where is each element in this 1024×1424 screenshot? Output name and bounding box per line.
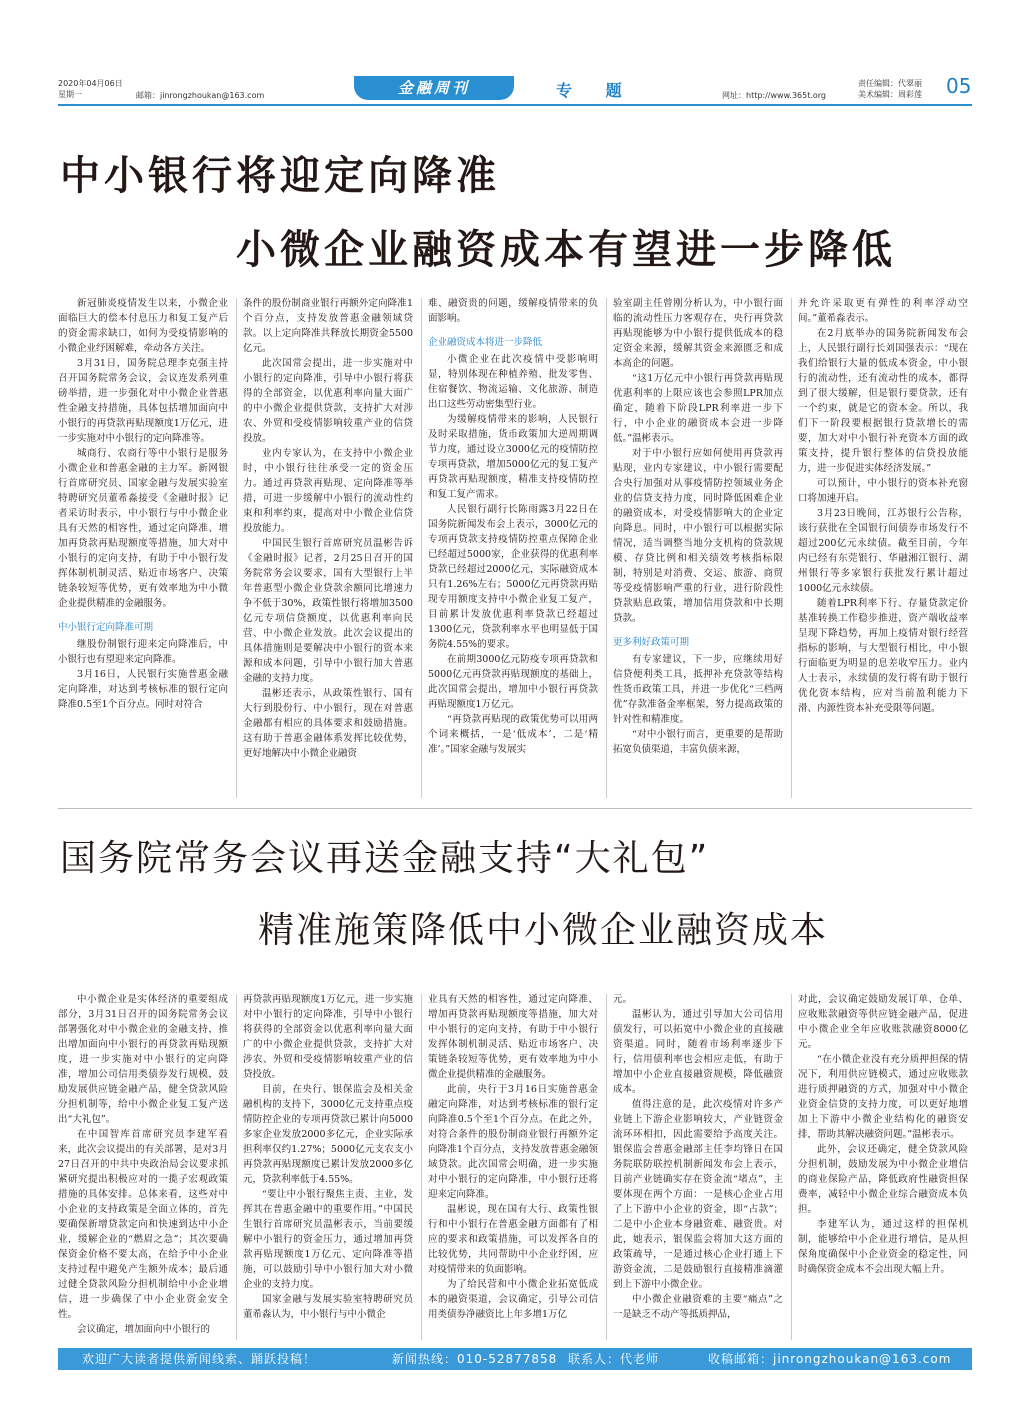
header-art-editor: 美术编辑：周彩莲 <box>858 90 922 99</box>
body-paragraph: 验室副主任曾刚分析认为，中小银行面临的流动性压力客观存在，央行再贷款再贴现能够为中小银行提供低成本的稳定资金来源，缓解其资金来源匮乏和成本高企的问题。 <box>613 298 783 369</box>
body-paragraph: “对中小银行而言，更重要的是帮助拓宽负债渠道，丰富负债来源， <box>613 729 783 755</box>
header-editor: 责任编辑：代翠丽 <box>858 79 922 88</box>
column-rule <box>421 994 422 1340</box>
body-paragraph: “要让中小银行聚焦主责、主业，发挥其在普惠金融中的重要作用。”中国民生银行首席研究员温彬表示，当前要缓解中小银行的资金压力，通过增加再贷款再贴现额度1万亿元、定向降准等措施，可以鼓励引导中小银行加大对小微企业的支持力度。 <box>243 1189 413 1290</box>
body-paragraph: 温彬认为，通过引导加大公司信用债发行，可以拓宽中小微企业的直接融资渠道。同时，随着市场利率逐步下行，信用债利率也会相应走低，有助于增加中小企业直接融资规模，降低融资成本。 <box>613 1009 783 1095</box>
body-paragraph: 随着LPR利率下行、存量贷款定价基准转换工作稳步推进，资产端收益率呈现下降趋势，再加上疫情对银行经营指标的影响，与大型银行相比，中小银行面临更为明显的息差收窄压力。业内人士表示，永续债的发行将有助于银行优化资本结构，应对当前盈利能力下滑、内源性资本补充受限等问题。 <box>798 598 968 714</box>
body-paragraph: 小微企业在此次疫情中受影响明显，特别体现在种植养殖、批发零售、住宿餐饮、物流运输、文化旅游、制造出口这些劳动密集型行业。 <box>428 354 598 410</box>
body-paragraph: 业具有天然的相容性，通过定向降准、增加再贷款再贴现额度等措施，加大对中小银行的定向支持，有助于中小银行发挥体制机制灵活、贴近市场客户、决策链条较短等优势，更有效率地为中小微企业提供精准的金融服务。 <box>428 994 598 1080</box>
body-paragraph: 3月31日，国务院总理李克强主持召开国务院常务会议，会议连发系列重磅举措，进一步强化对中小微企业普惠性金融支持措施，具体包括增加面向中小银行的再贷款再贴现额度1万亿元，进一步实施对中小银行的定向降准等。 <box>58 358 228 444</box>
body-paragraph: 3月23日晚间，江苏银行公告称，该行获批在全国银行间债券市场发行不超过200亿元永续债。截至目前，今年内已经有东莞银行、华融湘江银行、湖州银行等多家银行获批发行累计超过1000亿元永续债。 <box>798 508 968 594</box>
body-paragraph: 并允许采取更有弹性的利率浮动空间。”董希淼表示。 <box>798 298 968 324</box>
body-paragraph: 3月16日，人民银行实施普惠金融定向降准，对达到考核标准的银行定向降准0.5至1个百分点。同时对符合 <box>58 669 228 710</box>
body-paragraph: “再贷款再贴现的政策优势可以用两个词来概括，一是‘低成本’，二是‘精准’。”国家金融与发展实 <box>428 714 598 755</box>
body-paragraph: 可以预计，中小银行的资本补充窗口将加速开启。 <box>798 478 968 504</box>
article2-column-2 <box>243 992 413 1342</box>
body-paragraph: 对于中小银行应如何使用再贷款再贴现，业内专家建议，中小银行需要配合央行加强对从事疫情防控领域业务企业的信贷支持力度，同时降低困难企业的融资成本，对受疫情影响大的企业定向降息。同时，中小银行可以根据实际情况，适当调整当地分支机构的贷款规模、存贷比例和相关绩效考核指标限制，特别是对消费、交运、旅游、商贸等受疫情影响严重的行业，进行阶段性贷款贴息政策，增加信用贷款和中长期贷款。 <box>613 448 783 624</box>
column-rule <box>421 298 422 798</box>
body-paragraph: 有专家建议，下一步，应继续用好信贷便利类工具，抵押补充贷款等结构性货币政策工具，并进一步优化“三档两优”存款准备金率框架，努力提高政策的针对性和精准度。 <box>613 654 783 725</box>
column-rule <box>791 994 792 1340</box>
header-divider <box>58 104 972 106</box>
body-paragraph: 在中国智库首席研究员李建军看来，此次会议提出的有关部署，是对3月27日召开的中共中央政治局会议要求抓紧研究提出积极应对的一揽子宏观政策措施的具体安排。总体来看，这些对中小企业的支持政策是全面立体的，首先要确保新增贷款定向和快速到达中小企业，缓解企业的“燃眉之急”；其次要确保资金价格不要太高，在给予中小企业支持过程中避免产生额外成本；最后通过健全贷款风险分担机制给中小企业增信，进一步确保了中小企业资金安全性。 <box>58 1129 228 1320</box>
header-date-block <box>58 78 123 100</box>
column-rule <box>606 994 607 1340</box>
body-paragraph: 在2月底举办的国务院新闻发布会上，人民银行副行长刘国强表示：“现在我们给银行大量的低成本资金，中小银行的流动性，还有流动性的成本，都得到了很大缓解，但是银行要贷款，还有一个约束，就是它的资本金。所以，我们下一阶段要根据银行贷款增长的需要，加大对中小银行补充资本方面的政策支持，提升银行整体的信贷投放能力，进一步促进实体经济发展。” <box>798 328 968 474</box>
article1-column-3 <box>428 296 598 806</box>
section-subheading: 更多利好政策可期 <box>613 637 690 648</box>
article2-headline: 国务院常务会议再送金融支持“大礼包” <box>60 838 710 879</box>
body-paragraph: 在前期3000亿元防疫专项再贷款和5000亿元再贷款再贴现额度的基础上，此次国常会提出，增加中小银行再贷款再贴现额度1万亿元。 <box>428 654 598 710</box>
body-paragraph: 为了给民营和中小微企业拓宽低成本的融资渠道，会议确定，引导公司信用类债券净融资比上年多增1万亿 <box>428 1279 598 1320</box>
body-paragraph: 值得注意的是，此次疫情对许多产业链上下游企业影响较大，产业链资金流环环相扣，因此需要给予高度关注。银保监会普惠金融部主任李均锋日在国务院联防联控机制新闻发布会上表示，目前产业链确实存在资金流“堵点”，主要体现在两个方面：一是核心企业占用了上下游中小企业的资金，即“占款”；二是中小企业本身融资难、融资贵。对此，她表示，银保监会将加大这方面的政策疏导，一是通过核心企业打通上下游资金流，二是鼓励银行直接精准滴灌到上下游中小微企业。 <box>613 1099 783 1290</box>
column-rule <box>236 298 237 798</box>
body-paragraph: 继股份制银行迎来定向降准后，中小银行也有望迎来定向降准。 <box>58 639 228 665</box>
article1-column-5 <box>798 296 968 806</box>
footer-hotline: 新闻热线：010-52877858 <box>392 1352 558 1366</box>
masthead-brand: 金融周刊 <box>354 76 514 100</box>
body-paragraph: 温彬说，现在国有大行、政策性银行和中小银行在普惠金融方面都有了相应的要求和政策措施，可以发挥各自的比较优势，共同帮助中小企业纾困，应对疫情带来的负面影响。 <box>428 1204 598 1275</box>
body-paragraph: 业内专家认为，在支持中小微企业时，中小银行往往承受一定的资金压力。通过再贷款再贴现、定向降准等举措，可进一步缓解中小银行的流动性约束和利率约束，提高对中小微企业信贷投放能力。 <box>243 448 413 534</box>
footer-contact: 联系人：代老师 <box>568 1352 660 1366</box>
article2-column-3 <box>428 992 598 1342</box>
body-paragraph: 城商行、农商行等中小银行是服务小微企业和普惠金融的主力军。新网银行首席研究员、国家金融与发展实验室特聘研究员董希淼接受《金融时报》记者采访时表示，中小银行与中小微企业具有天然的相容性，通过定向降准、增加再贷款再贴现额度等措施，加大对中小银行的定向支持，有助于中小银行发挥体制机制灵活、贴近市场客户、决策链条较短等优势，更有效率地为中小微企业提供精准的金融服务。 <box>58 448 228 609</box>
body-paragraph: 会议确定，增加面向中小银行的 <box>77 1324 211 1335</box>
body-paragraph: 中小微企业是实体经济的重要组成部分，3月31日召开的国务院常务会议部署强化对中小微企业的金融支持，推出增加面向中小银行的再贷款再贴现额度，进一步实施对中小银行的定向降准，增加公司信用类债券发行规模，鼓励发展供应链金融产品，健全贷款风险分担机制等，给中小微企业复工复产送出“大礼包”。 <box>58 994 228 1125</box>
body-paragraph: 李建军认为，通过这样的担保机制，能够给中小企业进行增信，是从担保角度确保中小企业资金的稳定性，同时确保资金成本不会出现大幅上升。 <box>798 1219 968 1275</box>
article1-column-2 <box>243 296 413 806</box>
article-separator <box>58 808 972 809</box>
body-paragraph: 目前，在央行、银保监会及相关金融机构的支持下，3000亿元支持重点疫情防控企业的专项再贷款已累计向5000多家企业发放2000多亿元，企业实际承担利率仅约1.27%；5000亿元支农支小再贷款再贴现额度已累计发放2000多亿元，贷款利率低于4.55%。 <box>243 1084 413 1185</box>
body-paragraph: 温彬还表示，从政策性银行、国有大行到股份行、中小银行，现在对普惠金融都有相应的具体要求和鼓励措施。这有助于普惠金融体系发挥比较优势，更好地解决中小微企业融资 <box>243 688 413 759</box>
body-paragraph: 元。 <box>613 994 633 1005</box>
section-subheading: 企业融资成本将进一步降低 <box>428 337 543 348</box>
body-paragraph: 为缓解疫情带来的影响，人民银行及时采取措施，货币政策加大逆周期调节力度，通过设立3000亿元的疫情防控专项再贷款，增加5000亿元的复工复产再贷款再贴现额度，精准支持疫情防控和复工复产需求。 <box>428 414 598 500</box>
footer-slogan: 欢迎广大读者提供新闻线索、踊跃投稿！ <box>82 1352 317 1366</box>
column-rule <box>791 298 792 798</box>
body-paragraph: 条件的股份制商业银行再额外定向降准1个百分点，支持发放普惠金融领域贷款。以上定向降准共释放长期资金5500亿元。 <box>243 298 413 354</box>
article2-column-1 <box>58 992 228 1342</box>
article1-column-4 <box>613 296 783 806</box>
column-rule <box>606 298 607 798</box>
body-paragraph: 国家金融与发展实验室特聘研究员董希淼认为，中小银行与中小微企 <box>243 1294 413 1320</box>
footer-banner <box>58 1348 972 1370</box>
section-name: 专 题 <box>556 81 636 100</box>
article1-subheadline: 小微企业融资成本有望进一步降低 <box>236 227 896 273</box>
column-rule <box>236 994 237 1340</box>
page-header <box>58 76 972 106</box>
body-paragraph: 中小微企业融资难的主要“痛点”之一是缺乏不动产等抵质押品， <box>613 1294 783 1320</box>
section-subheading: 中小银行定向降准可期 <box>58 622 154 633</box>
body-paragraph: 再贷款再贴现额度1万亿元，进一步实施对中小银行的定向降准，引导中小银行将获得的全部资金以优惠利率向量大面广的中小微企业提供贷款，支持扩大对涉农、外贸和受疫情影响较重产业的信贷投放。 <box>243 994 413 1080</box>
body-paragraph: 此前，央行于3月16日实施普惠金融定向降准，对达到考核标准的银行定向降准0.5个至1个百分点。在此之外，对符合条件的股份制商业银行再额外定向降准1个百分点，支持发放普惠金融领域贷款。此次国常会明确，进一步实施对中小银行的定向降准，中小银行还将迎来定向降准。 <box>428 1084 598 1200</box>
body-paragraph: 新冠肺炎疫情发生以来，小微企业面临巨大的偿本付息压力和复工复产后的资金需求缺口，如何为受疫情影响的小微企业纾困解难，牵动各方关注。 <box>58 298 228 354</box>
header-website: 网址：http://www.365t.org <box>722 91 827 100</box>
body-paragraph: 中国民生银行首席研究员温彬告诉《金融时报》记者，2月25日召开的国务院常务会议要求，国有大型银行上半年普惠型小微企业贷款余额同比增速力争不低于30%，政策性银行将增加3500亿元专项信贷额度，以优惠利率向民营、中小微企业发放。此次会议提出的具体措施则是要解决中小银行的资本来源和成本问题，引导中小银行加大普惠金融的支持力度。 <box>243 538 413 684</box>
header-editors <box>858 78 922 100</box>
body-paragraph: 难、融资贵的问题，缓解疫情带来的负面影响。 <box>428 298 598 324</box>
body-paragraph: “在小微企业没有充分质押担保的情况下，利用供应链模式，通过应收账款进行质押融资的方式，加强对中小微企业资金信贷的支持力度，可以更好地增加上下游中小微企业结构化的融资安排，帮助其解决融资问题。”温彬表示。 <box>798 1054 968 1140</box>
footer-mailbox: 收稿邮箱：jinrongzhoukan@163.com <box>708 1352 952 1366</box>
body-paragraph: 此外，会议还确定，健全贷款风险分担机制，鼓励发展为中小微企业增信的商业保险产品，降低政府性融资担保费率，减轻中小微企业综合融资成本负担。 <box>798 1144 968 1215</box>
article1-headline: 中小银行将迎定向降准 <box>60 153 500 199</box>
header-email: 邮箱：jinrongzhoukan@163.com <box>136 91 265 100</box>
body-paragraph: 人民银行副行长陈雨露3月22日在国务院新闻发布会上表示，3000亿元的专项再贷款支持疫情防控重点保障企业已经超过5000家，企业获得的优惠利率贷款已经超过2000亿元，实际融资成本只有1.26%左右；5000亿元再贷款再贴现专用额度支持中小微企业复工复产，目前累计发放优惠利率贷款已经超过1300亿元，贷款利率水平也明显低于国务院4.55%的要求。 <box>428 504 598 650</box>
body-paragraph: 对此，会议确定鼓励发展订单、仓单、应收账款融资等供应链金融产品，促进中小微企业全年应收账款融资8000亿元。 <box>798 994 968 1050</box>
header-weekday: 星期一 <box>58 90 82 99</box>
body-paragraph: 此次国常会提出，进一步实施对中小银行的定向降准，引导中小银行将获得的全部资金，以优惠利率向量大面广的中小微企业提供贷款，支持扩大对涉农、外贸和受疫情影响较重产业的信贷投放。 <box>243 358 413 444</box>
article2-column-4 <box>613 992 783 1342</box>
header-date: 2020年04月06日 <box>58 79 123 88</box>
page-number: 05 <box>946 74 972 98</box>
article2-subheadline: 精准施策降低中小微企业融资成本 <box>258 910 829 951</box>
body-paragraph: “这1万亿元中小银行再贷款再贴现优惠利率的上限应该也会参照LPR加点确定，随着下阶段LPR利率进一步下行，中小企业的融资成本会进一步降低。”温彬表示。 <box>613 373 783 444</box>
article1-column-1 <box>58 296 228 806</box>
article2-column-5 <box>798 992 968 1342</box>
